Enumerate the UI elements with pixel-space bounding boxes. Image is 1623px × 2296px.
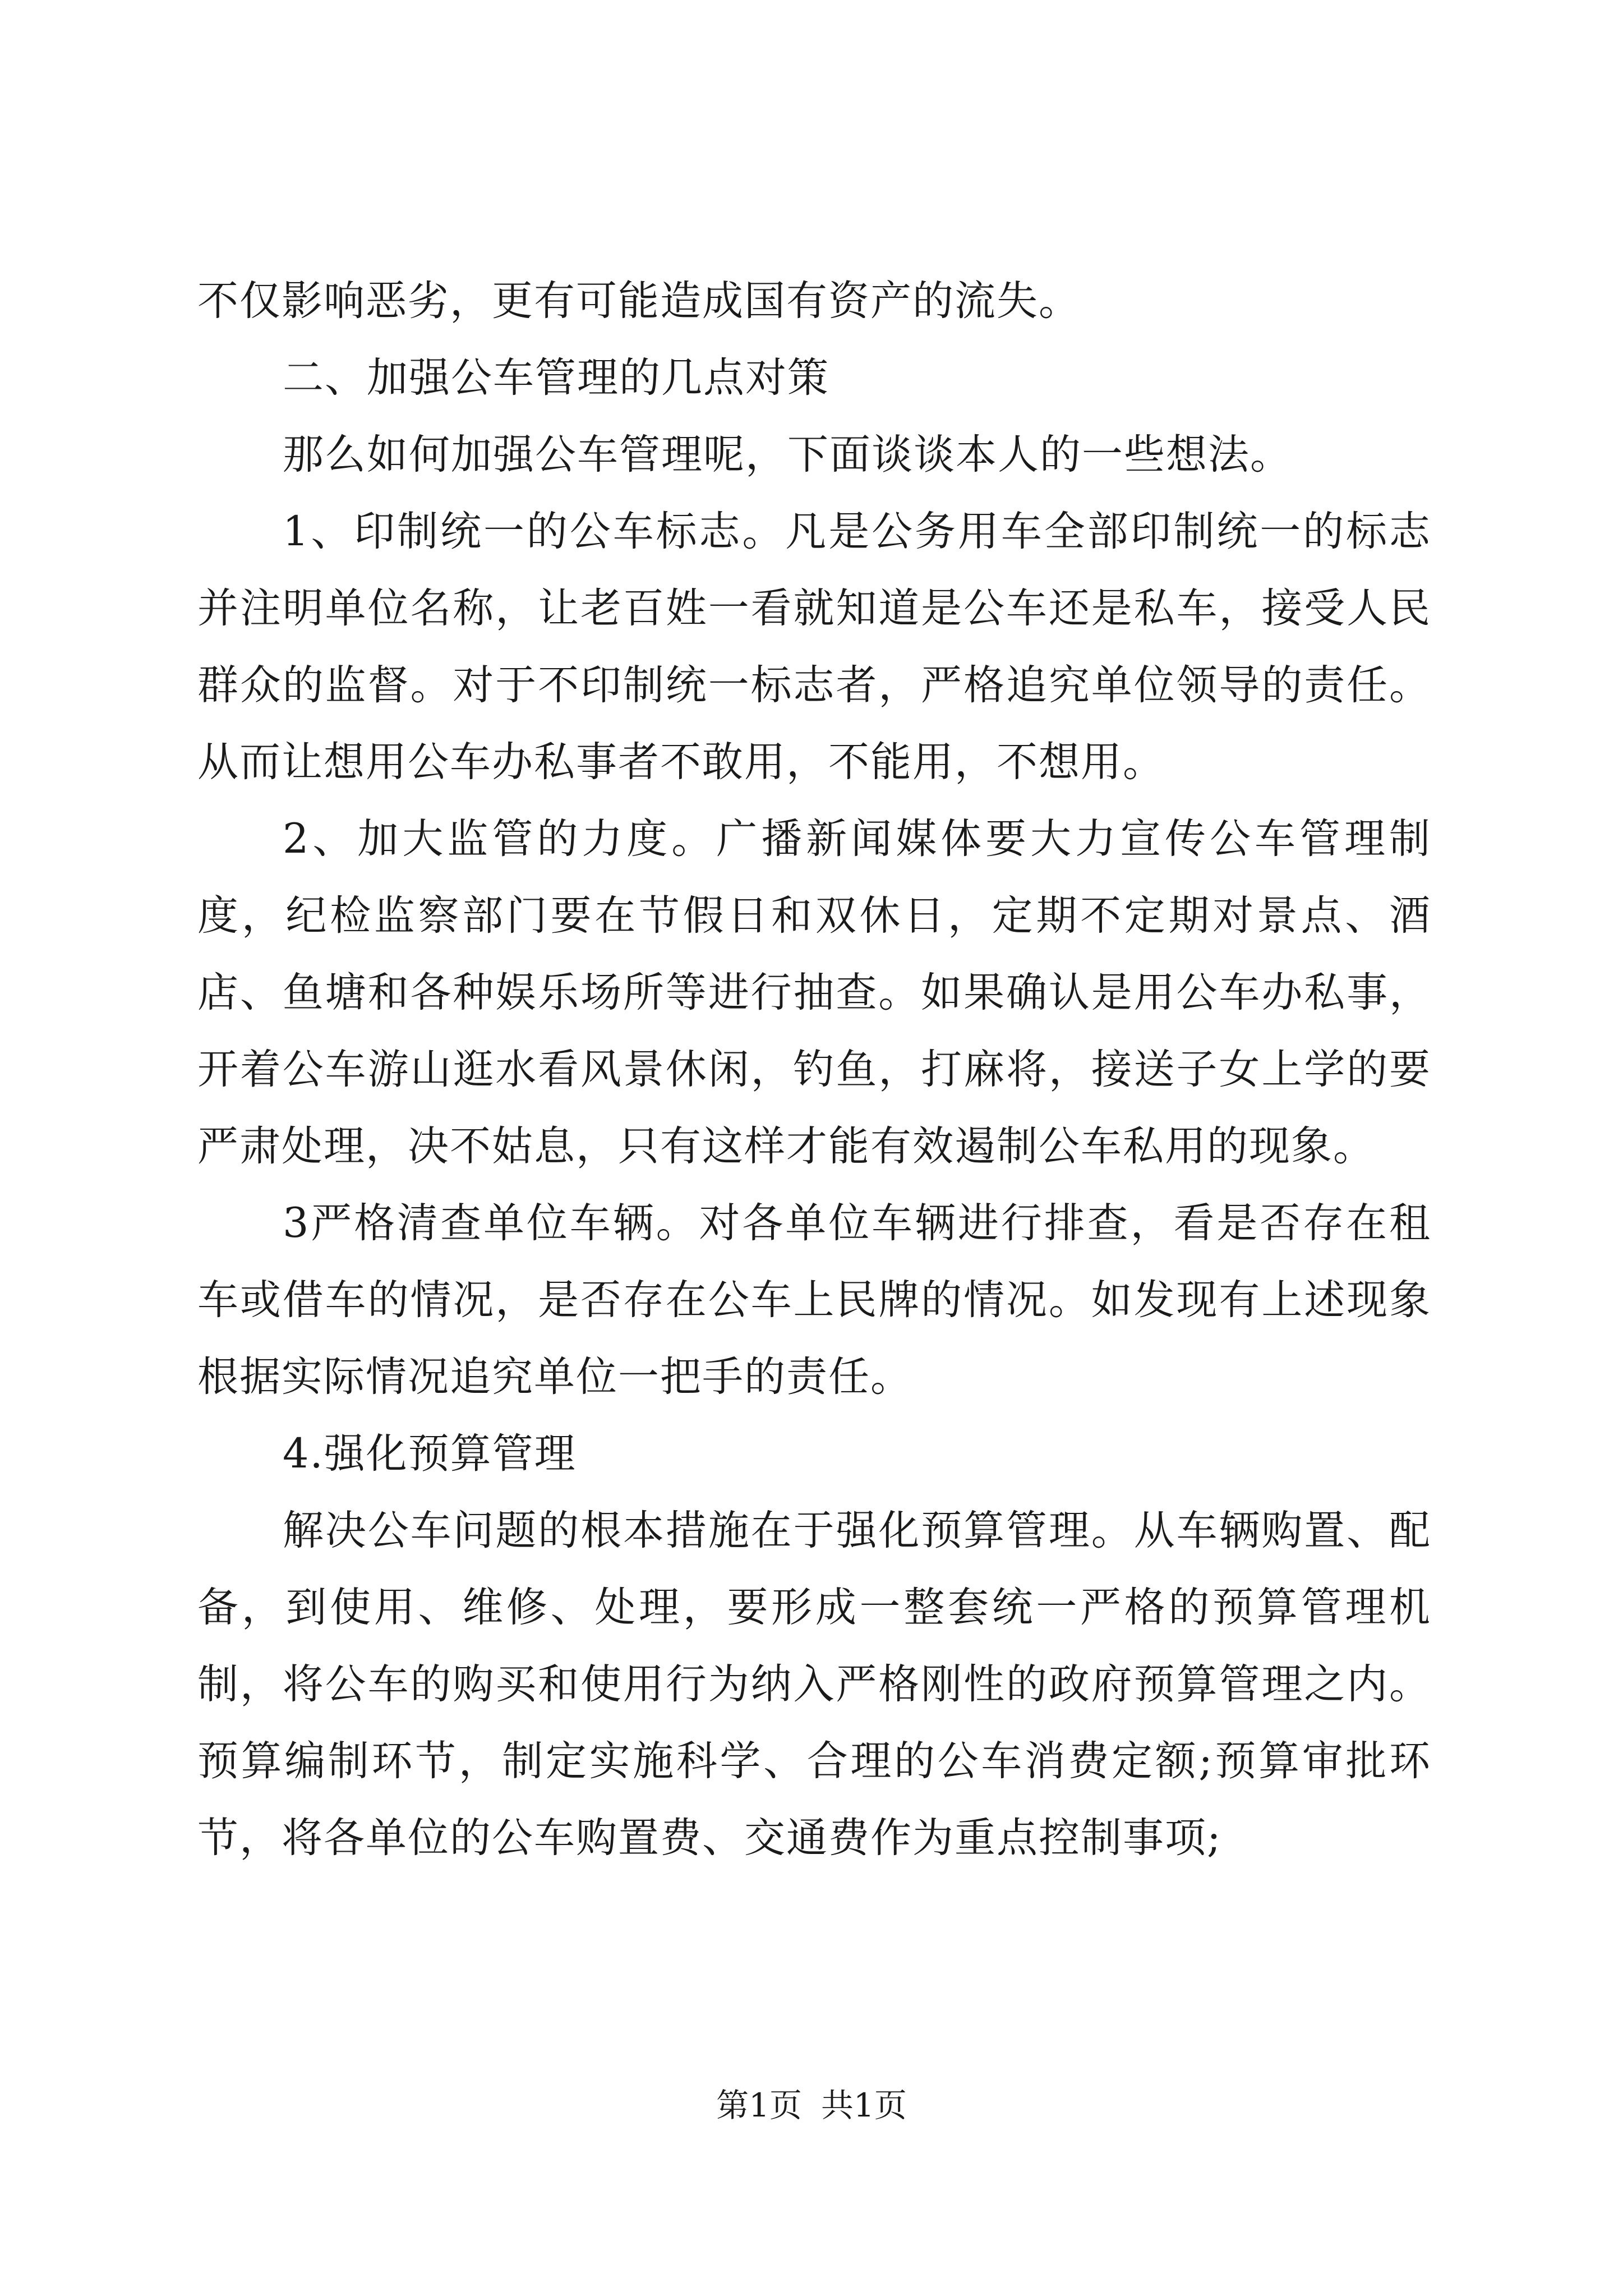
page-number: 第1页 (716, 2086, 802, 2124)
paragraph-intro: 那么如何加强公车管理呢，下面谈谈本人的一些想法。 (283, 431, 1292, 478)
page-total: 共1页 (821, 2086, 907, 2124)
document-body (197, 263, 1431, 1876)
paragraph-point-4-heading: 4.强化预算管理 (283, 1430, 577, 1478)
paragraph-budget: 解决公车问题的根本措施在于强化预算管理。从车辆购置、配备，到使用、维修、处理，要形成一整套统一严格的预算管理机制，将公车的购买和使用行为纳入严格刚性的政府预算管理之内。预算编制环节，制定实施科学、合理的公车消费定额;预算审批环节，将各单位的公车购置费、交通费作为重点控制事项; (197, 1507, 1431, 1862)
paragraph-point-1: 1、印制统一的公车标志。凡是公务用车全部印制统一的标志并注明单位名称，让老百姓一看就知道是公车还是私车，接受人民群众的监督。对于不印制统一标志者，严格追究单位领导的责任。从而让想用公车办私事者不敢用，不能用，不想用。 (197, 508, 1431, 786)
paragraph-point-3: 3严格清查单位车辆。对各单位车辆进行排查，看是否存在租车或借车的情况，是否存在公车上民牌的情况。如发现有上述现象根据实际情况追究单位一把手的责任。 (197, 1199, 1431, 1401)
section-heading: 二、加强公车管理的几点对策 (283, 354, 829, 402)
paragraph-point-2: 2、加大监管的力度。广播新闻媒体要大力宣传公车管理制度，纪检监察部门要在节假日和双休日，定期不定期对景点、酒店、鱼塘和各种娱乐场所等进行抽查。如果确认是用公车办私事，开着公车游山逛水看风景休闲，钓鱼，打麻将，接送子女上学的要严肃处理，决不姑息，只有这样才能有效遏制公车私用的现象。 (197, 815, 1431, 1170)
paragraph-continuation: 不仅影响恶劣，更有可能造成国有资产的流失。 (197, 277, 1081, 325)
page-footer (0, 2086, 1623, 2125)
